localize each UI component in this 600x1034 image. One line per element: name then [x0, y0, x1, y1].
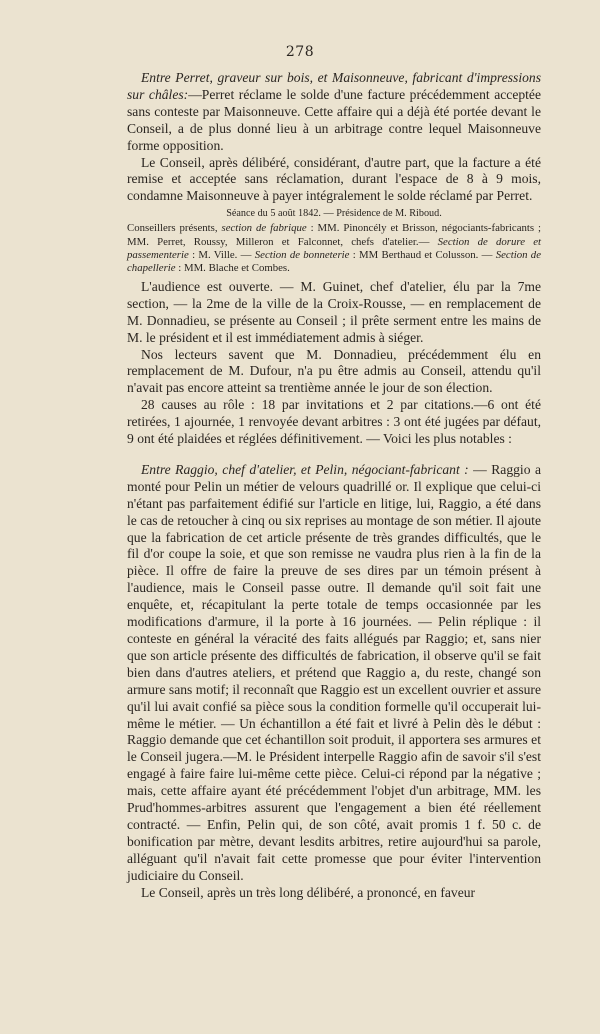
paragraph-donnadieu: Nos lecteurs savent que M. Donnadieu, précédemment élu en remplacement de M. Dufour, n'a pu être admis au Conseil, attendu qu'il n'avait pas encore atteint sa trentième année le jour de son élection. — [127, 346, 541, 396]
conseillers-part-d: : MM Berthaud et Colusson. — — [349, 249, 496, 262]
paragraph-raggio-case — [127, 462, 541, 885]
case-text-raggio: — Raggio a monté pour Pelin un métier de velours quadrillé or. Il explique que celui-ci n'étant pas parfaitement édifié sur l'article en litige, lui, Raggio, a été dans le cas de retoucher à cinq ou six reprises au montage de son métier. Il ajoute que la fabrication de cet article présente de très grandes difficultés, que le fil d'or coupe la soie, et que son remisse ne vaudra plus rien à la fin de la pièce. Il offre de faire la preuve de ses dires par un témoin présent à l'audience, mais le Conseil passe outre. Il demande qu'il soit fait une enquête, et, récapitulant la perte totale de temps occasionnée par les modifications d'armure, il la porte à 16 journées. — Pelin réplique : il conteste en général la véracité des faits allégués par Raggio; et, sans nier que son article présente des difficultés de fabrication, il observe qu'il se fait bien dans d'autres ateliers, et prétend que Raggio a, du reste, changé son armure sans motif; il reconnaît que Raggio est un excellent ouvrier et assure qu'il lui avait confié sa pièce sous la condition formelle qu'il occuperait lui-même le métier. — Un échantillon a été fait et livré à Pelin dès le début : Raggio demande que cet échantillon soit produit, il apportera ses armures et le Conseil jugera.—M. le Président interpelle Raggio afin de savoir s'il s'est engagé à faire faire lui-même cette pièce. Celui-ci répond par la négative ; mais, cette affaire ayant été précédemment l'objet d'un arbitrage, MM. les Prud'hommes-arbitres assurent que l'engagement a bien été réellement contracté. — Enfin, Pelin qui, de son côté, avait promis 1 f. 50 c. de bonification par mètre, devant lesdits arbitres, retire aujourd'hui sa parole, alléguant qu'il n'avait fait cette promesse que pour éviter l'intervention judiciaire du Conseil. — [127, 461, 541, 883]
conseillers-part-a: Conseillers présents, — [127, 222, 222, 235]
section-dorure: Section de dorure et passementerie — [127, 235, 541, 262]
paragraph-perret-case — [127, 70, 541, 155]
paragraph-perret-judgment: Le Conseil, après délibéré, considérant, d'autre part, que la facture a été remise et acceptée sans réclamation, durant l'espace de 8 à 9 mois, condamne Maisonneuve à payer intégralement le solde réclamé par Perret. — [127, 154, 541, 204]
page-number: 278 — [285, 44, 315, 60]
conseillers-list — [127, 222, 541, 276]
seance-line: Séance du 5 août 1842. — Présidence de M. Riboud. — [226, 208, 442, 220]
paragraph-final-judgment: Le Conseil, après un très long délibéré, a prononcé, en faveur — [141, 884, 476, 900]
document-body — [127, 70, 541, 902]
section-fabrique: section de fabrique — [221, 222, 307, 235]
case-text-perret: —Perret réclame le solde d'une facture précédemment acceptée sans conteste par Maisonneuve. Cette affaire qui a déjà été portée devant le Conseil, a de plus donné lieu à un arbitrage contre lequel Maisonneuve forme opposition. — [127, 86, 541, 153]
case-title-raggio: Entre Raggio, chef d'atelier, et Pelin, négociant-fabricant : — [141, 461, 469, 477]
paragraph-audience: L'audience est ouverte. — M. Guinet, chef d'atelier, élu par la 7me section, — la 2me de la ville de la Croix-Rousse, — en remplacement de M. Donnadieu, se présente au Conseil ; il prête serment entre les mains de M. le président et il est immédiatement admis à siéger. — [127, 278, 541, 345]
paragraph-gap — [127, 448, 541, 462]
section-chapellerie: Section de chapellerie — [127, 249, 541, 275]
case-title-perret: Entre Perret, graveur sur bois, et Maisonneuve, fabricant d'impressions sur châles: — [127, 70, 541, 102]
paragraph-causes: 28 causes au rôle : 18 par invitations et 2 par citations.—6 ont été retirées, 1 ajournée, 1 renvoyée devant arbitres : 3 ont été jugées par défaut, 9 ont été plaidées et réglées définitivement. — Voici les plus notables : — [127, 397, 541, 447]
section-bonneterie: Section de bonneterie — [254, 249, 350, 262]
conseillers-part-c: : M. Ville. — — [188, 249, 255, 262]
conseillers-part-e: : MM. Blache et Combes. — [175, 262, 290, 275]
conseillers-part-b: : MM. Pinoncély et Brisson, négociants-fabricants ; MM. Perret, Roussy, Milleron et Falconnet, chefs d'atelier.— — [127, 222, 542, 248]
